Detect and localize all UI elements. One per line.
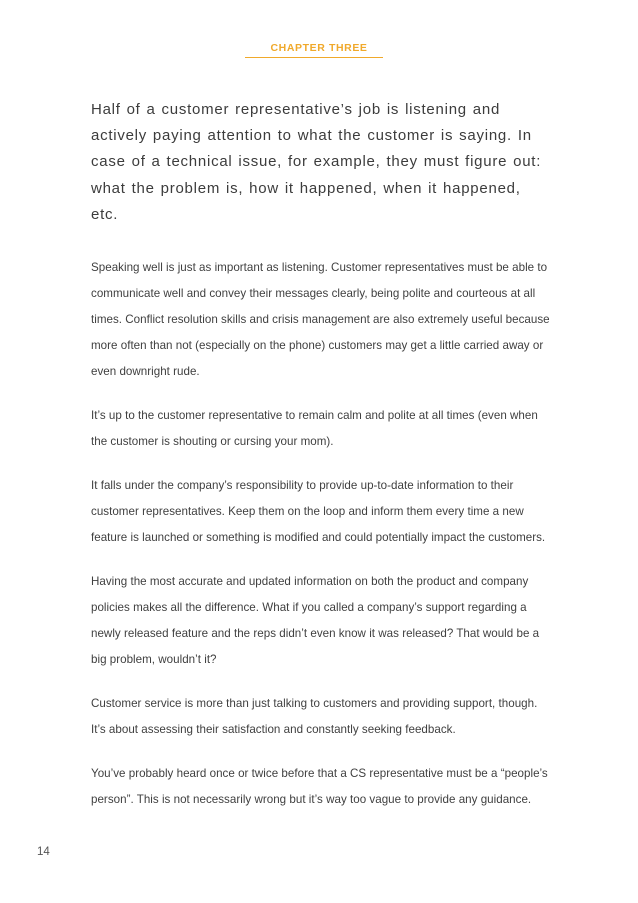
body-paragraph: It falls under the company’s responsibility to provide up-to-date information to their customer representatives. Keep them on the loop and inform them every time a new feature is launched or something is modified and could potentially impact the customers. — [91, 479, 546, 545]
chapter-label: CHAPTER THREE — [270, 42, 368, 54]
lead-paragraph: Half of a customer representative’s job is listening and actively paying attention to what the customer is saying. In case of a technical issue, for example, they must figure out: what the problem is, how it happened, when it happened, etc. — [91, 101, 542, 223]
body-paragraph: It’s up to the customer representative to remain calm and polite at all times (even when the customer is shouting or cursing your mom). — [91, 409, 538, 449]
page-number: 14 — [37, 846, 50, 858]
body-paragraph: You’ve probably heard once or twice before that a CS representative must be a “people’s person”. This is not necessarily wrong but it’s way too vague to provide any guidance. — [91, 767, 548, 807]
body-paragraph: Speaking well is just as important as listening. Customer representatives must be able to communicate well and convey their messages clearly, being polite and courteous at all times. Conflict resolution skills and crisis management are also extremely useful because more often than not (especially on the phone) customers may get a little carried away or even downright rude. — [91, 261, 550, 379]
chapter-header — [0, 38, 638, 56]
body-paragraph: Customer service is more than just talking to customers and providing support, though. It’s about assessing their satisfaction and constantly seeking feedback. — [91, 697, 538, 737]
chapter-divider — [245, 57, 383, 58]
body-paragraph: Having the most accurate and updated information on both the product and company policies makes all the difference. What if you called a company’s support regarding a newly released feature and the reps didn’t even know it was released? That would be a big problem, wouldn’t it? — [91, 575, 540, 667]
page-body — [91, 97, 553, 831]
